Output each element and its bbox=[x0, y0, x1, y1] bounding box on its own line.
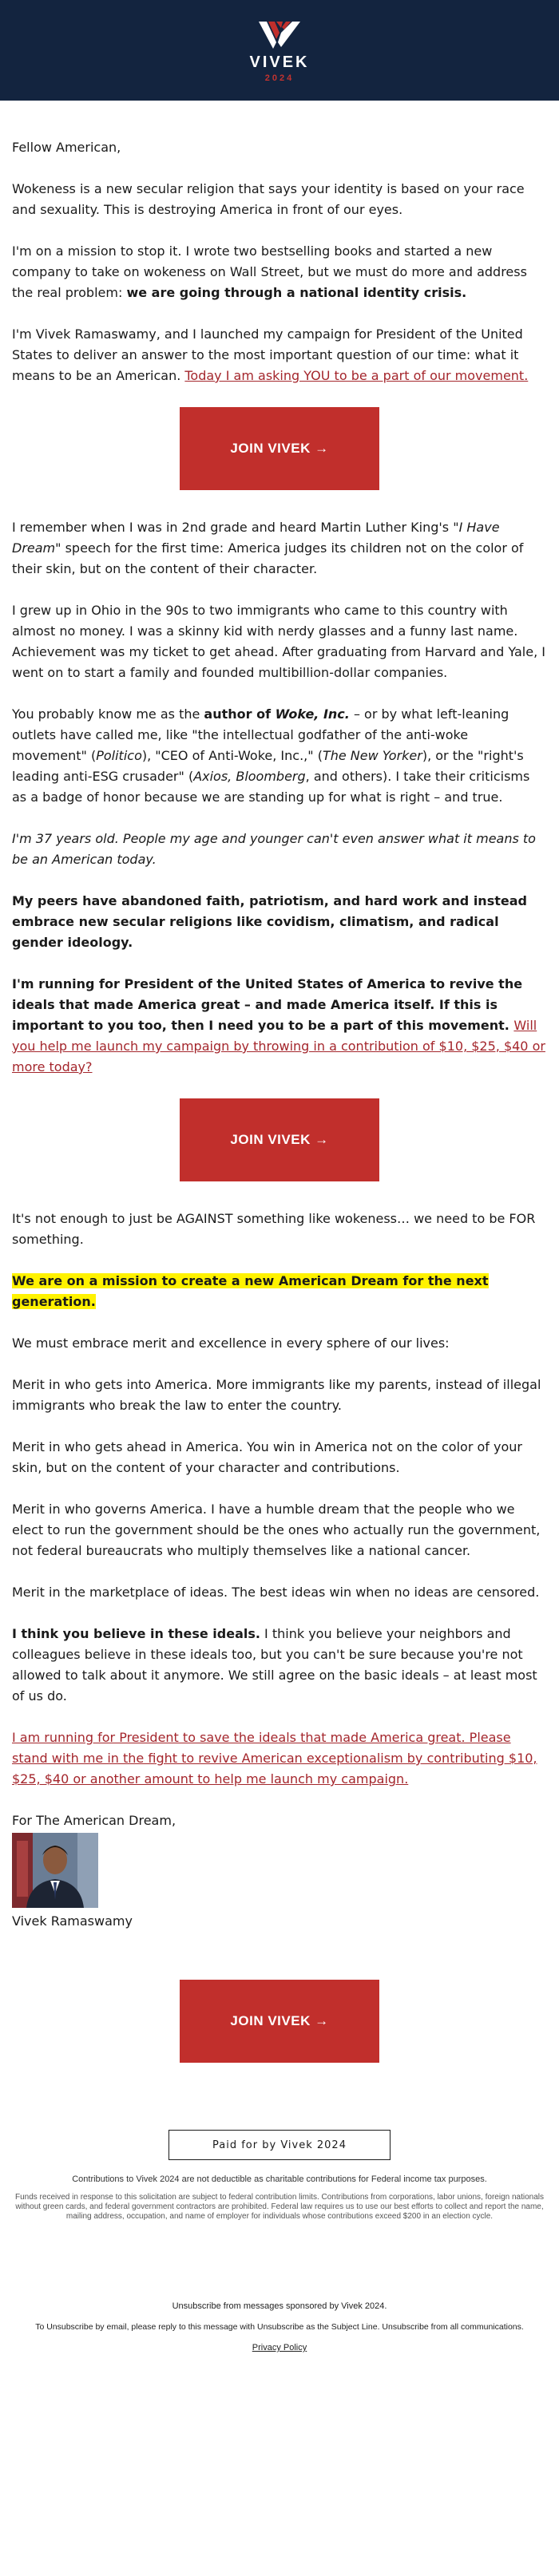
highlighted-mission: We are on a mission to create a new American Dream for the next generation. bbox=[12, 1273, 489, 1309]
launch-campaign-link[interactable]: I am running for President to save the ideals that made America great. Please stand with me in the fight to revive American exceptionalism by contributing $10, $25, $40 or another amount to help me launch my campaign. bbox=[12, 1730, 537, 1787]
join-movement-link[interactable]: Today I am asking YOU to be a part of our movement. bbox=[184, 368, 529, 383]
paragraph-author: You probably know me as the author of Woke, Inc. – or by what left-leaning outlets have called me, like "the intellectual godfather of the anti-woke movement" (Politico), "CEO of Anti-Woke, Inc.," (The New Yorker), or the "right's leading anti-ESG crusader" (Axios, Bloomberg, and others). I take their criticisms as a badge of honor because we are standing up for what is right – and true. bbox=[12, 706, 530, 805]
paragraph-american-dream bbox=[12, 1271, 547, 1312]
join-vivek-button[interactable]: JOIN VIVEK → bbox=[180, 407, 379, 490]
paragraph-running: I'm running for President of the United States of America to revive the ideals that made America great – and made America itself. If this is important to you too, then I need you to be a part of this movement. Will you help me launch my campaign by throwing in a contribution of $10, $25, $40 or more today? bbox=[12, 976, 545, 1074]
logo-year: 2024 bbox=[264, 73, 295, 83]
paragraph-mlk: I remember when I was in 2nd grade and heard Martin Luther King's "I Have Dream" speech for the first time: America judges its children not on the color of their skin, but on the content of their character. bbox=[12, 520, 524, 576]
privacy-policy-link[interactable]: Privacy Policy bbox=[252, 2343, 307, 2352]
signature-name: Vivek Ramaswamy bbox=[12, 1913, 133, 1929]
vivek-logo-icon bbox=[257, 18, 302, 50]
letter-body bbox=[0, 101, 559, 2063]
join-vivek-button[interactable]: JOIN VIVEK → bbox=[180, 1980, 379, 2063]
paragraph-wokeness: Wokeness is a new secular religion that says your identity is based on your race and sexuality. This is destroying America in front of our eyes. bbox=[12, 181, 525, 217]
signoff: For The American Dream, bbox=[12, 1813, 176, 1828]
paragraph-merit-intro: We must embrace merit and excellence in every sphere of our lives: bbox=[12, 1335, 450, 1351]
logo-wordmark: VIVEK bbox=[249, 53, 310, 71]
contribution-link[interactable]: Will you help me launch my campaign by throwing in a contribution of $10, $25, $40 or more today? bbox=[12, 1018, 545, 1074]
paragraph-ideals: I think you believe in these ideals. I think you believe your neighbors and colleagues believe in these ideals too, but you can't be sure because you're not allowed to talk about it anymore. We still agree on the basic ideals – at least most of us do. bbox=[12, 1626, 537, 1703]
unsubscribe-email-text: To Unsubscribe by email, please reply to this message with Unsubscribe as the Subject Line. Unsubscribe from all communications. bbox=[35, 2322, 524, 2332]
paragraph-age: I'm 37 years old. People my age and younger can't even answer what it means to be an American today. bbox=[12, 831, 536, 867]
paragraph-merit-governs: Merit in who governs America. I have a humble dream that the people who we elect to run the government should be the ones who actually run the government, not federal bureaucrats who multiply themselves like a national cancer. bbox=[12, 1502, 541, 1558]
legal-disclaimer: Funds received in response to this solicitation are subject to federal contribution limits. Contributions from corporations, labor unions, foreign nationals without green cards, and federal government contractors are prohibited. Federal law requires us to use our best efforts to collect and report the name, mailing address, occupation, and name of employer for individuals whose contributions exceed $200 in an election cycle. bbox=[14, 2193, 544, 2221]
greeting: Fellow American, bbox=[12, 140, 121, 155]
avatar bbox=[12, 1833, 98, 1908]
paragraph-intro: I'm Vivek Ramaswamy, and I launched my campaign for President of the United States to deliver an answer to the most important question of our time: what it means to be an American. Today I am asking YOU to be a part of our movement. bbox=[12, 326, 529, 383]
paragraph-ohio: I grew up in Ohio in the 90s to two immigrants who came to this country with almost no money. I was a skinny kid with nerdy glasses and a funny last name. Achievement was my ticket to get ahead. After graduating from Harvard and Yale, I went on to start a family and founded multibillion-dollar companies. bbox=[12, 603, 545, 680]
paragraph-merit-ahead: Merit in who gets ahead in America. You win in America not on the color of your skin, but on the content of your character and contributions. bbox=[12, 1439, 522, 1475]
paragraph-mission: I'm on a mission to stop it. I wrote two bestselling books and started a new company to take on wokeness on Wall Street, but we must do more and address the real problem: we are going through a national identity crisis. bbox=[12, 243, 527, 300]
paragraph-peers: My peers have abandoned faith, patriotism, and hard work and instead embrace new secular religions like covidism, climatism, and radical gender ideology. bbox=[12, 893, 527, 950]
paid-for-disclaimer: Paid for by Vivek 2024 bbox=[168, 2130, 391, 2160]
join-vivek-button[interactable]: JOIN VIVEK → bbox=[180, 1098, 379, 1181]
identity-crisis-text: we are going through a national identity crisis. bbox=[126, 285, 467, 300]
email-header bbox=[0, 0, 559, 101]
paragraph-against: It's not enough to just be AGAINST something like wokeness… we need to be FOR something. bbox=[12, 1211, 536, 1247]
paragraph-merit-ideas: Merit in the marketplace of ideas. The best ideas win when no ideas are censored. bbox=[12, 1585, 540, 1600]
paragraph-merit-immigration: Merit in who gets into America. More immigrants like my parents, instead of illegal immigrants who break the law to enter the country. bbox=[12, 1377, 541, 1413]
unsubscribe-link[interactable]: Unsubscribe from messages sponsored by Vivek 2024. bbox=[172, 2301, 387, 2311]
tax-disclaimer: Contributions to Vivek 2024 are not deductible as charitable contributions for Federal income tax purposes. bbox=[72, 2174, 487, 2184]
paragraph-final-appeal bbox=[12, 1727, 547, 1790]
